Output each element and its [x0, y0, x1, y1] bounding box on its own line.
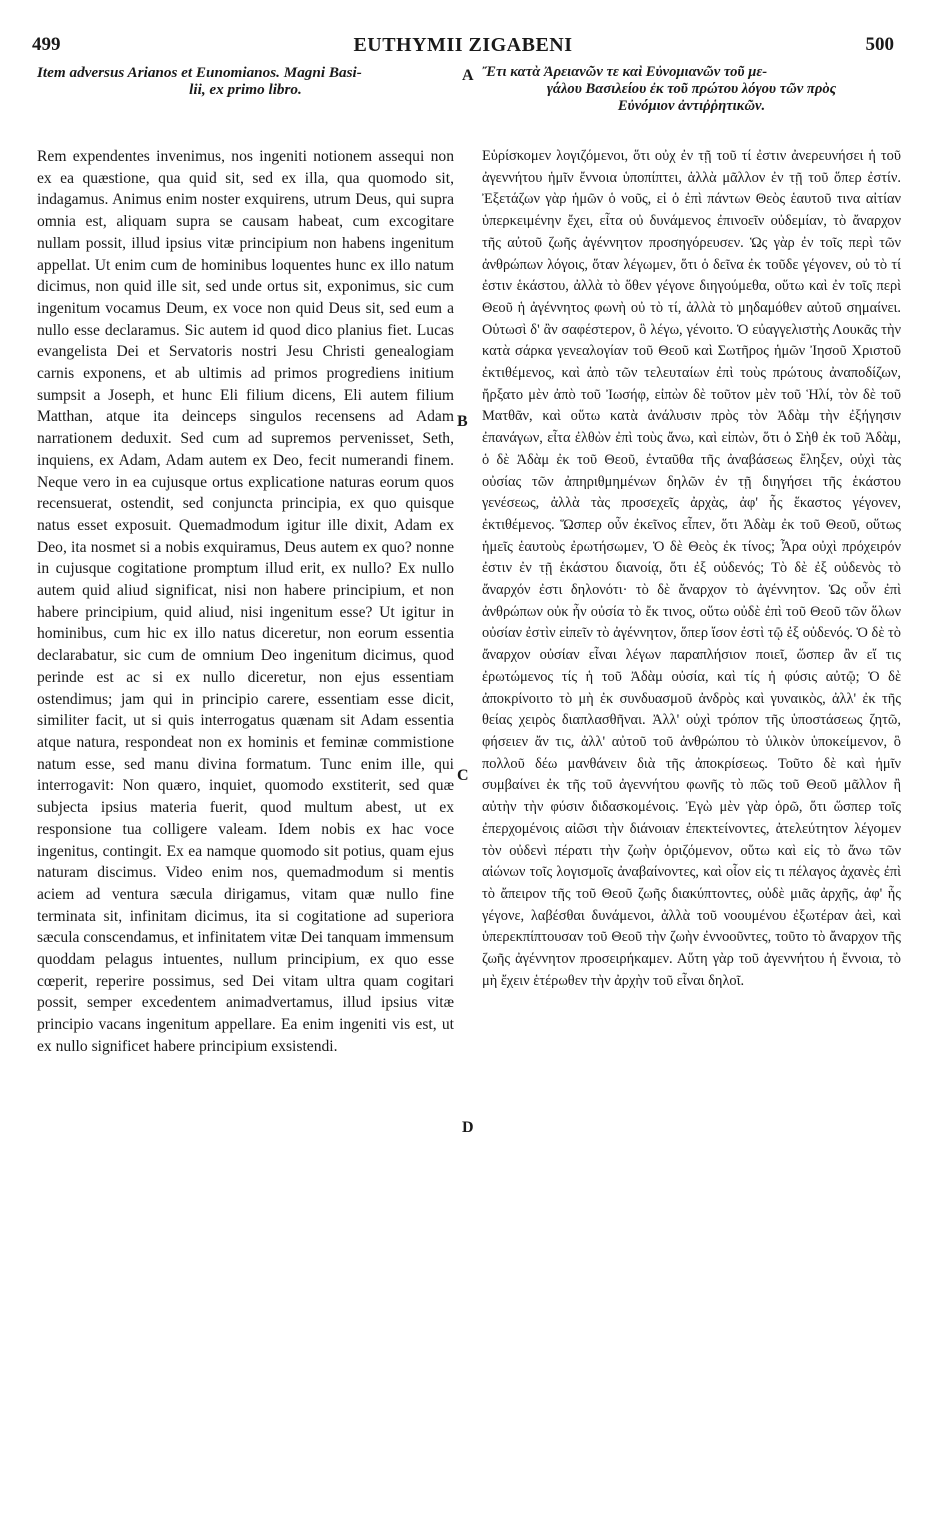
latin-body-text: Rem expendentes invenimus, nos ingeniti notionem assequi non ex ea quæstione, qua quid sit, sed ex illa, qua quomodo sit, indagamus. Animus enim noster exquirens, utrum Deus, qui supra omnia est, aliquam supra se causam habeat, cum excogitare nullam possit, illud ipsius vitæ principium non habens ingenitum appellat. Ut enim cum de hominibus loquentes hunc ex illo natum dicimus, non quid ille sit, sed unde ortus sit, exponimus, sic cum ingenitum vocamus Deum, ex voce non quid Deus sit, sed eum a nullo esse declaramus. Sic autem id quod dico planius fiet. Lucas evangelista Dei et Servatoris nostri Jesu Christi genealogiam carnis exponens, et ab ultimis ad primos progrediens initium sumpsit a Joseph, et hunc Eli filium dicens, Eli autem filium Matthan, atque ita deinceps singulos recensens ad Adam narrationem deduxit. Sed cum ad supremos pervenisset, Seth, inquiens, ex Adam, Adam autem ex Deo, fecit numerandi finem. Neque vero in ea cujusque ortus explicatione naturas eorum quos recensuerat, ostendit, sed conjuncta principia, ex quo quisque natus esset exposuit. Quemadmodum igitur ille dixit, Adam ex Deo, ita nosmet si a nobis exquiramus, Deus autem ex quo? nonne in cujusque cogitatione promptum illud erit, ex nullo? Ex nullo autem quid aliud significat, nisi non habere principium, et non habere principium, quid aliud, nisi ingenitum esse? Ut igitur in hominibus, cum hic ex illo natus diceretur, non eorum essentia declarabatur, sic cum de omnium Deo ingenitum dicimus, quod perinde est ac si ex nullo diceretur, non ejus essentiam ostendimus; jam qui in principio carere, essentiam esse dicit, similiter facit, ut si quis interrogatus quænam sit Adam essentia atque natura, respondeat non ex hominis et feminæ commistione natum esse, sed manu divina formatum. Tunc enim ille, qui interrogavit: Non quæro, inquiet, quomodo exstiterit, sed quæ subjecta ipsius materia fuerit, quod multum abest, ut ex responsione tua colligere valeam. Idem nobis ex hac voce ingenitus, contingit. Ex ea namque quomodo sit potius, quam ejus naturam discimus. Video enim nos, quemadmodum si mentis aciem ad ventura sæcula dirigamus, vitam quæ nullo fine terminata sit, infinitam dicimus, ita si cogitatione ad superiora sæcula conscendamus, et infinitatem vitæ Dei tanquam immensum quoddam pelagus intuentes, nullum principium, ex quo esse cœperit, reperire possimus, sed Dei vitam ultra quam cogitari possit, semper excedentem animadvertamus, illud ipsius vitæ principio vacans ingenitum appellare. Ea enim ingeniti vis est, ut ex nullo significet habere principium exsistendi. [37, 148, 454, 1055]
margin-letter-c: C [457, 767, 469, 784]
greek-section-heading [482, 64, 901, 115]
latin-column [37, 64, 454, 1058]
greek-heading-line: γάλου Βασιλείου ἐκ τοῦ πρώτου λόγου τῶν πρὸς [546, 81, 837, 97]
margin-letter-b: B [457, 413, 468, 430]
greek-heading-line: Εὐνόμιον ἀντιῤῥητικῶν. [617, 98, 766, 114]
page-number-left: 499 [32, 34, 61, 55]
latin-heading-line: Item adversus Arianos et Eunomianos. Magni Basi- [37, 64, 362, 81]
page-header [32, 34, 894, 58]
greek-column [482, 64, 901, 992]
page-number-right: 500 [865, 34, 894, 55]
latin-heading-line: lii, ex primo libro. [189, 81, 302, 98]
latin-section-heading [37, 64, 454, 98]
running-title: EUTHYMII ZIGABENI [353, 34, 573, 56]
margin-letter-d: D [462, 1119, 474, 1136]
margin-letter-a: A [462, 67, 474, 84]
greek-body-text: Εὑρίσκομεν λογιζόμενοι, ὅτι οὐχ ἐν τῇ τοῦ τί ἐστιν ἀνερευνήσει ἡ τοῦ ἀγεννήτου ἡμῖν ἔννοια ὑποπίπτει, ἀλλὰ μᾶλλον ἐν τῇ τοῦ ὅπερ ἐστίν. Ἐξετάζων γὰρ ἡμῶν ὁ νοῦς, εἰ ὁ ἐπὶ πάντων Θεὸς ἑαυτοῦ τινα αἰτίαν ὑπερκειμένην ἔχει, εἶτα οὐ δυνάμενος ἐπινοεῖν οὐδεμίαν, τὸ ἄναρχον τῆς αὐτοῦ ζωῆς ἀγέννητον προσηγόρευσεν. Ὡς γὰρ ἐν τοῖς περὶ τῶν ἀνθρώπων λόγοις, ὅταν λέγωμεν, ὅτι ὁ δεῖνα ἐκ τοῦδε γέγονεν, οὐ τὸ τί ἐστιν ἑκάστου, ἀλλὰ τὸ ὅθεν γέγονε διηγούμεθα, οὕτω καὶ ἐν τοῖς περὶ Θεοῦ ἡ ἀγέννητος φωνὴ οὐ τὸ τί, ἀλλὰ τὸ μηδαμόθεν αὐτοῦ σημαίνει. Οὑτωσὶ δ' ἂν σαφέστερον, ὃ λέγω, γένοιτο. Ὁ εὐαγγελιστὴς Λουκᾶς τὴν κατὰ σάρκα γενεαλογίαν τοῦ Θεοῦ καὶ Σωτῆρος ἡμῶν Ἰησοῦ Χριστοῦ ἐκτιθέμενος, καὶ ἀπὸ τῶν τελευταίων ἐπὶ τοὺς πρώτους ἀναποδίζων, ἤρξατο μὲν ἀπὸ τοῦ Ἰωσήφ, εἰπὼν δὲ τοῦτον μὲν τοῦ Ἡλί, τὸν δὲ τοῦ Ματθᾶν, καὶ οὕτω κατὰ ἀνάλυσιν πρὸς τὸν Ἀδὰμ τὴν ἐξήγησιν ἐπανάγων, εἶτα ἐλθὼν ἐπὶ τοὺς ἄνω, καὶ εἰπὼν, ὅτι ὁ Σὴθ ἐκ τοῦ Ἀδὰμ, ὁ δὲ Ἀδὰμ ἐκ τοῦ Θεοῦ, ἐνταῦθα τῆς ἀναβάσεως ἔληξεν, οὐχὶ τὰς οὐσίας τῶν ἀπηριθμημένων δηλῶν ἐν τῇ διηγήσει τῆς ἑκάστου γενέσεως, ἀλλὰ τὰς προσεχεῖς ἀρχὰς, ἀφ' ἧς ἕκαστος γέγονεν, ἐκτιθέμενος. Ὥσπερ οὖν ἐκεῖνος εἶπεν, ὅτι Ἀδὰμ ἐκ τοῦ Θεοῦ, οὕτως ἡμεῖς ἑαυτοὺς ἐρωτήσωμεν, Ὁ δὲ Θεὸς ἐκ τίνος; Ἆρα οὐχὶ πρόχειρόν ἐστιν ἐν τῇ ἑκάστου διανοίᾳ, ὅτι ἐξ οὐδενός; Τὸ δὲ ἐξ οὐδενὸς τὸ ἄναρχόν ἐστι δηλονότι· τὸ δὲ ἄναρχον τὸ ἀγέννητον. Ὡς οὖν ἐπὶ ἀνθρώπων οὐκ ἦν οὐσία τὸ ἔκ τινος, οὕτω οὐδὲ ἐπὶ τοῦ Θεοῦ τῶν ὅλων οὐσίαν ἐστὶν εἰπεῖν τὸ ἀγέννητον, ὅπερ ἴσον ἐστὶ τῷ ἐξ οὐδενός. Ὁ δὲ τὸ ἄναρχον οὐσίαν εἶναι λέγων παραπλήσιον ποιεῖ, ὥσπερ ἂν εἴ τις ἐρωτώμενος τίς ἡ τοῦ Ἀδὰμ οὐσία, καὶ τίς ἡ φύσις αὐτῷ; Ὁ δὲ ἀποκρίνοιτο τὸ μὴ ἐκ συνδυασμοῦ ἀνδρὸς καὶ γυναικὸς, ἀλλ' ἐκ τῆς θείας χειρὸς διαπλασθῆναι. Ἀλλ' οὐχὶ τρόπον τῆς ὑποστάσεως ζητῶ, φήσειεν ἄν τις, ἀλλ' αὐτοῦ τοῦ ἀνθρώπου τὸ ὑλικὸν ὑποκείμενον, ὃ πολλοῦ δέω μανθάνειν διὰ τῆς ἀποκρίσεως. Τοῦτο δὲ καὶ ἡμῖν συμβαίνει ἐκ τῆς τοῦ ἀγεννήτου φωνῆς τὸ πῶς τοῦ Θεοῦ μᾶλλον ἢ αὐτὴν τὴν φύσιν διδασκομένοις. Ἐγὼ μὲν γὰρ ὁρῶ, ὅτι ὥσπερ τοῖς ἐπερχομένοις αἰῶσι τὴν διάνοιαν ἐπεκτείνοντες, ἀτελεύτητον λέγομεν τὸν οὐδενὶ πέρατι τὴν ζωὴν ὁριζόμενον, οὕτω καὶ εἰς τὸ ἄνω τῶν αἰώνων τοῖς λογισμοῖς ἀναβαίνοντες, καὶ οἷον εἰς τι πέλαγος ἀχανὲς ἐπὶ τὸ ἄπειρον τῆς τοῦ Θεοῦ ζωῆς διακύπτοντες, οὐδὲ μιᾶς ἀρχῆς, ἀφ' ἧς γέγονε, λαβέσθαι δυνάμενοι, ἀλλὰ τοῦ νοουμένου ἐξωτέραν ἀεὶ, καὶ ὑπερεκπίπτουσαν τοῦ Θεοῦ τὴν ζωὴν ἐννοοῦντες, τοῦτο τὸ ἄναρχον τῆς ζωῆς ἀγέννητον προσειρήκαμεν. Αὕτη γὰρ τοῦ ἀγεννήτου ἡ ἔννοια, τὸ μὴ ἔχειν ἑτέρωθεν τὴν ἀρχὴν τοῦ εἶναι δηλοῖ. [482, 148, 901, 989]
greek-heading-line: Ἔτι κατὰ Ἀρειανῶν τε καὶ Εὐνομιανῶν τοῦ με- [482, 64, 768, 80]
